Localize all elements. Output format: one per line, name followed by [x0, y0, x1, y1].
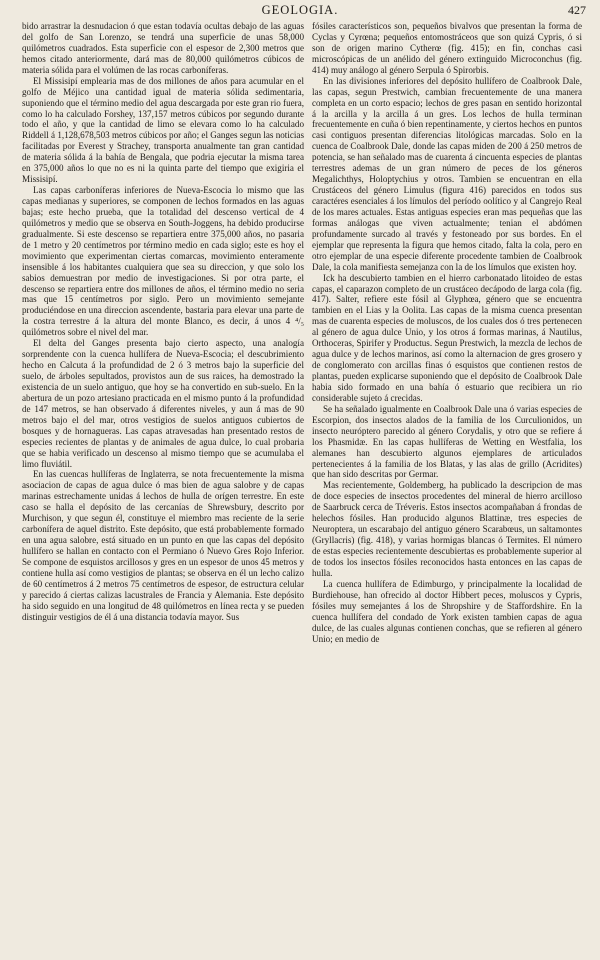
- text-column-right: [312, 21, 582, 957]
- paragraph: La cuenca hullífera de Edimburgo, y principalmente la localidad de Burdiehouse, han ofrecido al doctor Hibbert peces, moluscos y Cypris, fósiles muy semejantes á los de Shropshire y de Staffordshire. En la cuenca hullífera del condado de York existen tambien capas de agua dulce, de las cuales algunas contienen conchas, que se refieren al género Unio; en medio de: [312, 578, 582, 644]
- paragraph: Se ha señalado igualmente en Coalbrook Dale una ó varias especies de Escorpion, dos insectos alados de la familia de los Curculionidos, un insecto neuróptero parecido al género Corydalis, y otro que se refiere á los Phasmidæ. En las capas hullíferas de Wetting en Westfalia, los alemanes han descubierto algunos ejemplares de articulados pertenecientes á la familia de los Blatas, y las alas de grillo (Acridites) que han sido descritas por Germar.: [312, 403, 582, 480]
- paragraph: En las divisiones inferiores del depósito hullífero de Coalbrook Dale, las capas, segun Prestwich, cambian frecuentemente de una manera completa en un corto espacio; lechos de gres pasan en sentido horizontal á la arcilla y la arcilla á un gres. Los lechos de hulla terminan frecuentemente en cuña ó bien repentinamente, y ciertos hechos en puntos casi contiguos presentan diferencias litológicas marcadas. Solo en la cuenca de Coalbrook Dale, donde las capas miden de 200 á 250 metros de potencia, se han señalado mas de cuarenta á cincuenta especies de plantas terrestres ademas de un gran número de peces de los géneros Megalichthys, Holoptychius y otros. Tambien se encuentran en ella Crustáceos del género Limulus (figura 416) parecidos en todos sus caractéres esenciales á los límulos del período oolítico y al Cangrejo Real de los mares actuales. Estas antiguas especies eran mas pequeñas que las formas análogas que viven actualmente; tenian el abdómen profundamente surcado al través y festoneado por sus bordes. En el ejemplar que representa la figura que hemos citado, falta la cola, pero en otro ejemplar de una especie diferente procedente tambien de Coalbrook Dale, la cola manifiesta semejanza con la de los límulos que existen hoy.: [312, 75, 582, 272]
- paragraph: Ick ha descubierto tambien en el hierro carbonatado litoideo de estas capas, el caparazon completo de un crustáceo decápodo de larga cola (fig. 417). Salter, refiere este fósil al Glyphœa, género que se encuentra tambien en el Lias y la Oolita. Las capas de la misma cuenca presentan mas de cuarenta especies de moluscos, de los cuales dos ó tres pertenecen al género de agua dulce Unio, y los otros á formas marinas, á Nautilus, Orthoceras, Spirifer y Productus. Segun Prestwich, la mezcla de lechos de agua dulce y de lechos marinos, así como la alternacion de gres grosero y de conglomerato con arcillas finas ó esquistos que contienen restos de plantas, pueden explicarse suponiendo que el depósito de Coalbrook Dale habia sido formado en una bahía ó estuario que recibiera un rio considerable sujeto á crecidas.: [312, 272, 582, 403]
- paragraph: El delta del Ganges presenta bajo cierto aspecto, una analogía sorprendente con la cuenca hullífera de Nueva-Escocia; el descubrimiento hecho en Calcuta á la profundidad de 2 ó 3 metros bajo la superficie del suelo, de árboles sepultados, provistos aun de sus raices, ha demostrado la existencia de un suelo antiguo, que hoy se ha convertido en sub-suelo. En la abertura de un pozo artesiano practicada en el mismo punto á la profundidad de 147 metros, se han observado á diferentes niveles, y aun á mas de 90 metros bajo el del mar, otros vestigios de suelos antiguos cubiertos de bosques y de hornagueras. Las capas atravesadas han presentado restos de especies recientes de plantas y de animales de agua dulce, lo cual probaria que se habia verificado un descenso al mismo tiempo que se acumulaba el limo fluviátil.: [22, 338, 304, 469]
- paragraph: Las capas carboníferas inferiores de Nueva-Escocia lo mismo que las capas medianas y superiores, se componen de lechos formados en las aguas bajas; este hecho prueba, que la totalidad del descenso vertical de 4 quilómetros y medio que se observa en South-Joggens, ha debido producirse gradualmente. Si este descenso se repartiera entre 375,000 años, no pasaria de 1 metro y 20 centímetros por término medio en cada siglo; este es hoy el movimiento que experimentan ciertas comarcas, movimiento enteramente insensible á los habitantes cualquiera que sea su direccion, y que solo los sabios demuestran por medio de investigaciones. Si por otra parte, el descenso se repartiera entre dos millones de años, el término medio no seria mas que 15 centímetros por siglo. Pero un movimiento semejante produciéndose en una direccion ascendente, bastaria para elevar una parte de la costra terrestre á la altura del monte Blanco, es decir, á unos 4 ⁴/₅ quilómetros sobre el nivel del mar.: [22, 185, 304, 338]
- paragraph: Mas recientemente, Goldemberg, ha publicado la descripcion de mas de doce especies de insectos procedentes del mineral de hierro arcilloso de Saarbruck cerca de Tréveris. Estos insectos acompañaban á frondas de helechos fósiles. Han producido algunos Blattinæ, tres especies de Neuroptera, un escarabajo del antiguo género Scarabœus, un saltamontes (Gryllacris) (fig. 418), y varias hormigas blancas ó Termites. El número de estas especies recientemente descubiertas es probablemente superior al de todos los insectos fósiles reconocidos hasta entonces en las capas de hulla.: [312, 480, 582, 578]
- paragraph: El Missisipí emplearia mas de dos millones de años para acumular en el golfo de Méjico una cantidad igual de materia sólida sedimentaria, suponiendo que el término medio del agua descargada por este gran rio fuera, como lo ha calculado Forshey, 137,157 metros cúbicos por segundo durante todo el año, y que la cantidad de limo se elevara como lo ha calculado Riddell á 1,128,678,503 metros cúbicos por año; el Ganges segun las noticias facilitadas por Everest y Strachey, transporta anualmente tan gran cantidad de materia sólida á la bahía de Bengala, que podria ejecutar la misma tarea en 375,000 años lo que no es ni la quinta parte del tiempo que exigiria el Missisipí.: [22, 75, 304, 185]
- running-head: GEOLOGIA.: [261, 3, 339, 17]
- text-column-left: [22, 21, 304, 957]
- page-number: 427: [568, 3, 586, 17]
- paragraph: En las cuencas hullíferas de Inglaterra, se nota frecuentemente la misma asociacion de capas de agua dulce ó mas bien de agua salobre y de capas marinas estrechamente unidas á lechos de hulla de orígen terrestre. En este caso se halla el depósito de las cercanías de Shrewsbury, descrito por Murchison, y que segun él, constituye el miembro mas reciente de la serie carbonífera de aquel distrito. Este depósito, que está probablemente formado en una agua salobre, está situado en un punto en que las capas del depósito hullífero se hallan en contacto con el Permiano ó Nuevo Gres Rojo Inferior. Se compone de esquistos arcillosos y gres en un espesor de unos 45 metros y contiene hulla así como vestigios de plantas; se observa en él un lecho calizo de 60 centímetros á 2 metros 75 centímetros de espesor, de estructura celular y parecido á ciertas calizas lacustrales de Francia y Alemania. Este depósito ha sido seguido en una longitud de 48 quilómetros en línea recta y se pueden distinguir vestigios de él á una distancia todavía mayor. Sus: [22, 469, 304, 622]
- paragraph: fósiles característicos son, pequeños bivalvos que presentan la forma de Cyclas y Cyrœna; pequeños entomostráceos que son quizá Cypris, ó si son de origen marino Cytherœ (fig. 415); en fin, conchas casi microscópicas de un anélido del género extinguido Microconchus (fig. 414) muy análogo al género Serpula ó Spirorbis.: [312, 21, 582, 75]
- paragraph: bido arrastrar la desnudacion ó que estan todavía ocultas debajo de las aguas del golfo de San Lorenzo, se tendrá una superficie de unas 58,000 quilómetros cuadrados. Esta superficie con el espesor de 2,300 metros que hemos citado anteriormente, dará mas de 80,000 quilómetros cúbicos de materia sólida para el volúmen de las rocas carboníferas.: [22, 21, 304, 75]
